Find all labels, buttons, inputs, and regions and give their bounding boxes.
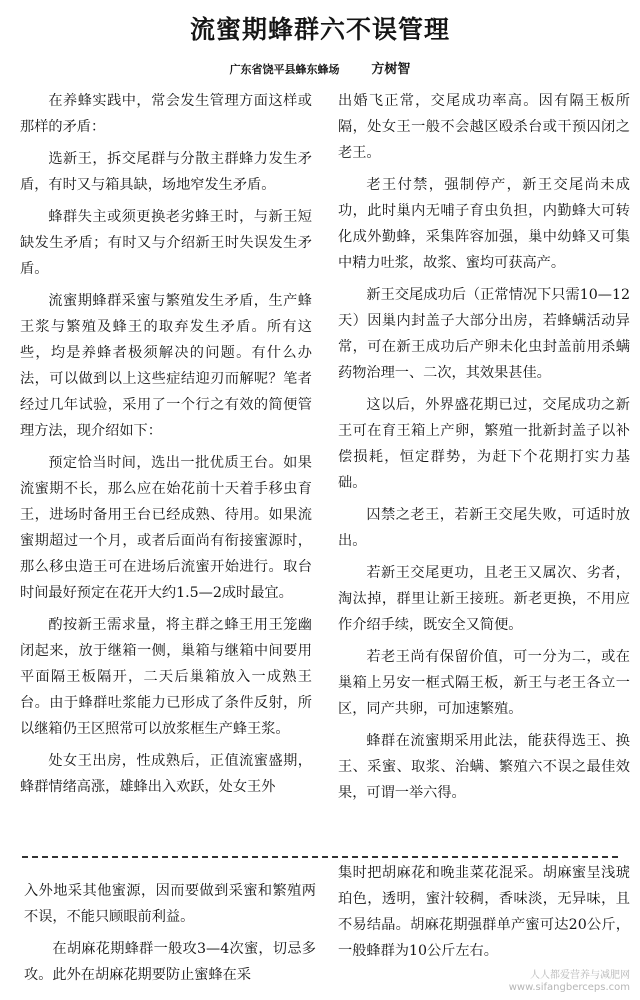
paragraph: 集时把胡麻花和晚韭菜花混采。胡麻蜜呈浅琥珀色，透明，蜜汁较稠，香味淡，无异味，且不易结晶。胡麻花期强群单产蜜可达20公斤，一般蜂群为10公斤左右。 bbox=[338, 865, 630, 959]
paragraph: 流蜜期蜂群采蜜与繁殖发生矛盾，生产蜂王浆与繁殖及蜂王的取弃发生矛盾。所有这些，均是养蜂者极须解决的问题。有什么办法，可以做到以上这些症结迎刃而解呢？笔者经过几年试验，采用了一个行之有效的简便管理方法，现介绍如下： bbox=[20, 293, 312, 439]
paragraph: 处女王出房，性成熟后，正值流蜜盛期，蜂群情绪高涨，雄蜂出入欢跃，处女王外 bbox=[20, 753, 312, 795]
paragraph: 出婚飞正常，交尾成功率高。因有隔王板所隔，处女王一般不会越区殴杀台或干预囚闭之老王。 bbox=[338, 93, 630, 161]
section-divider bbox=[22, 856, 618, 858]
paragraph: 若新王交尾更功，且老王又属次、劣者，淘汰掉，群里让新王接班。新老更换，不用应作介绍手续，既安全又简便。 bbox=[338, 565, 630, 633]
watermark-line: 人人都爱营养与减肥网 bbox=[530, 970, 630, 981]
bottom-left-column bbox=[24, 878, 316, 994]
bottom-right-column bbox=[338, 860, 630, 970]
paragraph: 酌按新王需求量，将主群之蜂王用王笼幽闭起来，放于继箱一侧，巢箱与继箱中间要用平面隔王板隔开，二天后巢箱放入一成熟王台。由于蜂群吐浆能力已形成了条件反射，所以继箱仍王区照常可以放浆框生产蜂王浆。 bbox=[20, 617, 312, 737]
paragraph: 蜂群在流蜜期采用此法，能获得选王、换王、采蜜、取浆、治螨、繁殖六不误之最佳效果，可谓一举六得。 bbox=[338, 733, 630, 801]
paragraph: 这以后，外界盛花期已过，交尾成功之新王可在育王箱上产卵，繁殖一批新封盖子以补偿损耗，恒定群势，为赶下个花期打实力基础。 bbox=[338, 397, 630, 491]
article-title: 流蜜期蜂群六不误管理 bbox=[189, 15, 450, 44]
paragraph: 囚禁之老王，若新王交尾失败，可适时放出。 bbox=[338, 507, 630, 549]
paragraph: 预定恰当时间，选出一批优质王台。如果流蜜期不长，那么应在始花前十天着手移虫育王，进场时备用王台已经成熟、待用。如果流蜜期超过一个月，或者后面尚有衔接蜜源时，那么移虫造王可在进场后流蜜开始进行。取台时间最好预定在花开大约1.5—2成时最宜。 bbox=[20, 455, 312, 601]
right-column bbox=[338, 88, 630, 812]
paragraph: 若老王尚有保留价值，可一分为二，或在巢箱上另安一框式隔王板，新王与老王各立一区，同产共卵，可加速繁殖。 bbox=[338, 649, 630, 717]
paragraph: 入外地采其他蜜源，因而要做到采蜜和繁殖两不误，不能只顾眼前利益。 bbox=[24, 883, 316, 925]
byline bbox=[0, 58, 640, 77]
site-watermark bbox=[509, 970, 630, 994]
author-name: 方树智 bbox=[371, 62, 411, 77]
paragraph: 新王交尾成功后（正常情况下只需10—12天）因巢内封盖子大部分出房，若蜂螨活动异常，可在新王成功后产卵未化虫封盖前用杀螨药物治理一、二次，其效果甚佳。 bbox=[338, 287, 630, 381]
paragraph: 老王付禁，强制停产，新王交尾尚未成功，此时巢内无哺子育虫负担，内勤蜂大可转化成外勤蜂，采集阵容加强，巢中幼蜂又可集中精力吐浆，故浆、蜜均可获高产。 bbox=[338, 177, 630, 271]
paragraph: 选新王，拆交尾群与分散主群蜂力发生矛盾，有时又与箱具缺，场地窄发生矛盾。 bbox=[20, 151, 312, 193]
watermark-url: www.sifangberceps.com bbox=[508, 982, 630, 993]
author-affiliation: 广东省饶平县蜂东蜂场 bbox=[229, 63, 340, 76]
paragraph: 在胡麻花期蜂群一般攻3—4次蜜，切忌多攻。此外在胡麻花期要防止蜜蜂在采 bbox=[24, 941, 316, 983]
paragraph: 蜂群失主或须更换老劣蜂王时，与新王短缺发生矛盾；有时又与介绍新王时失误发生矛盾。 bbox=[20, 209, 312, 277]
paragraph: 在养蜂实践中，常会发生管理方面这样或那样的矛盾： bbox=[20, 93, 312, 135]
left-column bbox=[20, 88, 312, 806]
